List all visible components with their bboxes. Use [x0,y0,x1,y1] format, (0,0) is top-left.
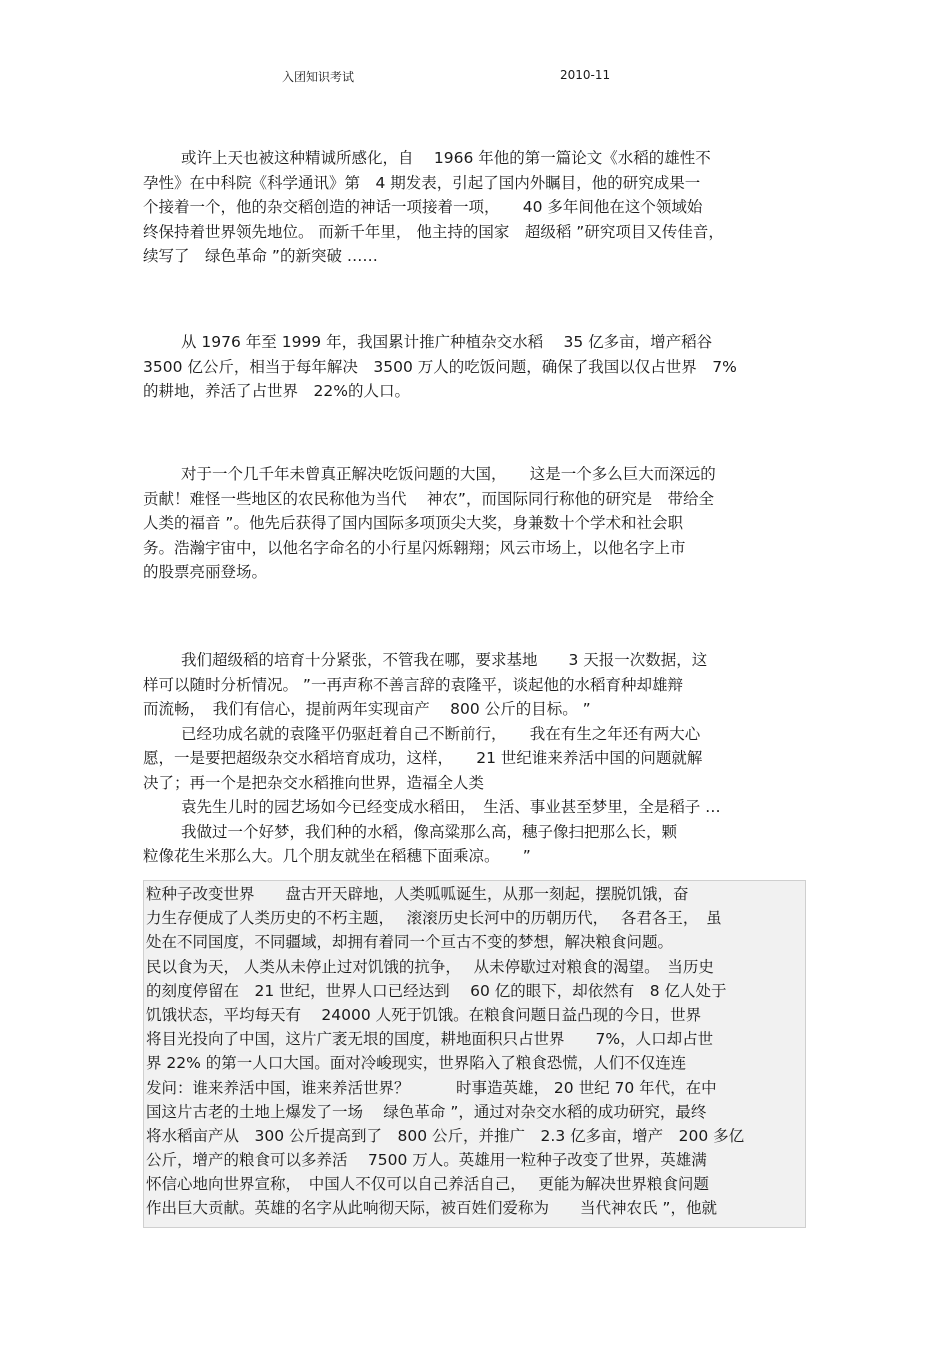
paragraph-line: 个接着一个，他的杂交稻创造的神话一项接着一项， 40 多年间他在这个领域始 [143,198,703,216]
paragraph-line: 我们超级稻的培育十分紧张，不管我在哪，要求基地 3 天报一次数据，这 [181,651,708,669]
paragraph-line: 而流畅， 我们有信心，提前两年实现亩产 800 公斤的目标。 ” [143,700,591,718]
shaded-line: 作出巨大贡献。英雄的名字从此响彻天际，被百姓们爱称为 当代神农氏 ”，他就 [146,1199,717,1218]
paragraph-line: 3500 亿公斤，相当于每年解决 3500 万人的吃饭问题，确保了我国以仅占世界 7% [143,357,737,376]
paragraph-line: 已经功成名就的袁隆平仍驱赶着自己不断前行， 我在有生之年还有两大心 [181,724,701,743]
paragraph-line: 决了；再一个是把杂交水稻推向世界，造福全人类 [143,773,485,792]
paragraph-line: 样可以随时分析情况。 ”一再声称不善言辞的袁隆平，谈起他的水稻育种却雄辩 [143,675,683,694]
shaded-line: 发问：谁来养活中国，谁来养活世界？ 时事造英雄， 20 世纪 70 年代，在中 [146,1078,717,1097]
shaded-line: 将水稻亩产从 300 公斤提高到了 800 公斤，并推广 2.3 亿多亩，增产 200 多亿 [146,1126,745,1145]
paragraph-line: 我做过一个好梦，我们种的水稻，像高粱那么高，穗子像扫把那么长，颗 [181,822,678,841]
paragraph-3 [143,462,813,585]
paragraph-2 [143,330,813,404]
paragraph-line: 愿，一是要把超级杂交水稻培育成功，这样， 21 世纪谁来养活中国的问题就解 [143,749,703,767]
paragraph-line: 或许上天也被这种精诚所感化，自 1966 年他的第一篇论文《水稻的雄性不 [181,149,711,167]
shaded-line: 公斤，增产的粮食可以多养活 7500 万人。英雄用一粒种子改变了世界，英雄满 [146,1151,707,1170]
shaded-line: 界 22% 的第一人口大国。面对冷峻现实，世界陷入了粮食恐慌，人们不仅连连 [146,1054,687,1073]
shaded-line: 国这片古老的土地上爆发了一场 绿色革命 ”，通过对杂交水稻的成功研究，最终 [146,1102,707,1121]
paragraph-line: 终保持着世界领先地位。 而新千年里， 他主持的国家 超级稻 ”研究项目又传佳音， [143,222,724,241]
header-title: 入团知识考试 [282,70,355,84]
shaded-line: 将目光投向了中国，这片广袤无垠的国度，耕地面积只占世界 7%，人口却占世 [146,1030,714,1049]
shaded-line: 力生存便成了人类历史的不朽主题， 滚滚历史长河中的历朝历代， 各君各王， 虽 [146,909,722,928]
paragraph-line: 务。浩瀚宇宙中，以他名字命名的小行星闪烁翱翔；风云市场上，以他名字上市 [143,538,686,557]
shaded-line: 怀信心地向世界宣称， 中国人不仅可以自己养活自己， 更能为解决世界粮食问题 [146,1175,709,1194]
paragraph-line: 的股票亮丽登场。 [143,563,268,581]
shaded-line: 饥饿状态，平均每天有 24000 人死于饥饿。在粮食问题日益凸现的今日，世界 [146,1005,702,1024]
shaded-line: 的刻度停留在 21 世纪，世界人口已经达到 60 亿的眼下，却依然有 8 亿人处于 [146,981,727,1000]
shaded-line: 粒种子改变世界 盘古开天辟地，人类呱呱诞生，从那一刻起，摆脱饥饿，奋 [146,885,689,903]
paragraph-line: 人类的福音 ”。他先后获得了国内国际多项顶尖大奖，身兼数十个学术和社会职 [143,514,683,532]
paragraph-1 [143,146,813,269]
shaded-line: 处在不同国度，不同疆域，却拥有着同一个亘古不变的梦想，解决粮食问题。 [146,933,674,952]
paragraph-line: 对于一个几千年未曾真正解决吃饭问题的大国， 这是一个多么巨大而深远的 [181,465,716,483]
paragraph-line: 粒像花生米那么大。几个朋友就坐在稻穗下面乘凉。 ” [143,847,531,865]
paragraph-line: 续写了 绿色革命 ”的新突破 …… [143,247,378,265]
paragraph-line: 贡献！难怪一些地区的农民称他为当代 神农”，而国际同行称他的研究是 带给全 [143,489,714,508]
shaded-text-box [143,880,806,1228]
page-header [0,68,950,86]
paragraph-4 [143,648,813,869]
paragraph-line: 袁先生儿时的园艺场如今已经变成水稻田， 生活、事业甚至梦里，全是稻子 … [181,798,721,816]
shaded-line: 民以食为天， 人类从未停止过对饥饿的抗争， 从未停歇过对粮食的渴望。 当历史 [146,957,714,976]
paragraph-line: 从 1976 年至 1999 年，我国累计推广种植杂交水稻 35 亿多亩，增产稻谷 [181,333,713,351]
header-date: 2010-11 [560,68,611,82]
paragraph-line: 的耕地，养活了占世界 22%的人口。 [143,382,410,400]
paragraph-line: 孕性》在中科院《科学通讯》第 4 期发表，引起了国内外瞩目，他的研究成果一 [143,173,701,192]
